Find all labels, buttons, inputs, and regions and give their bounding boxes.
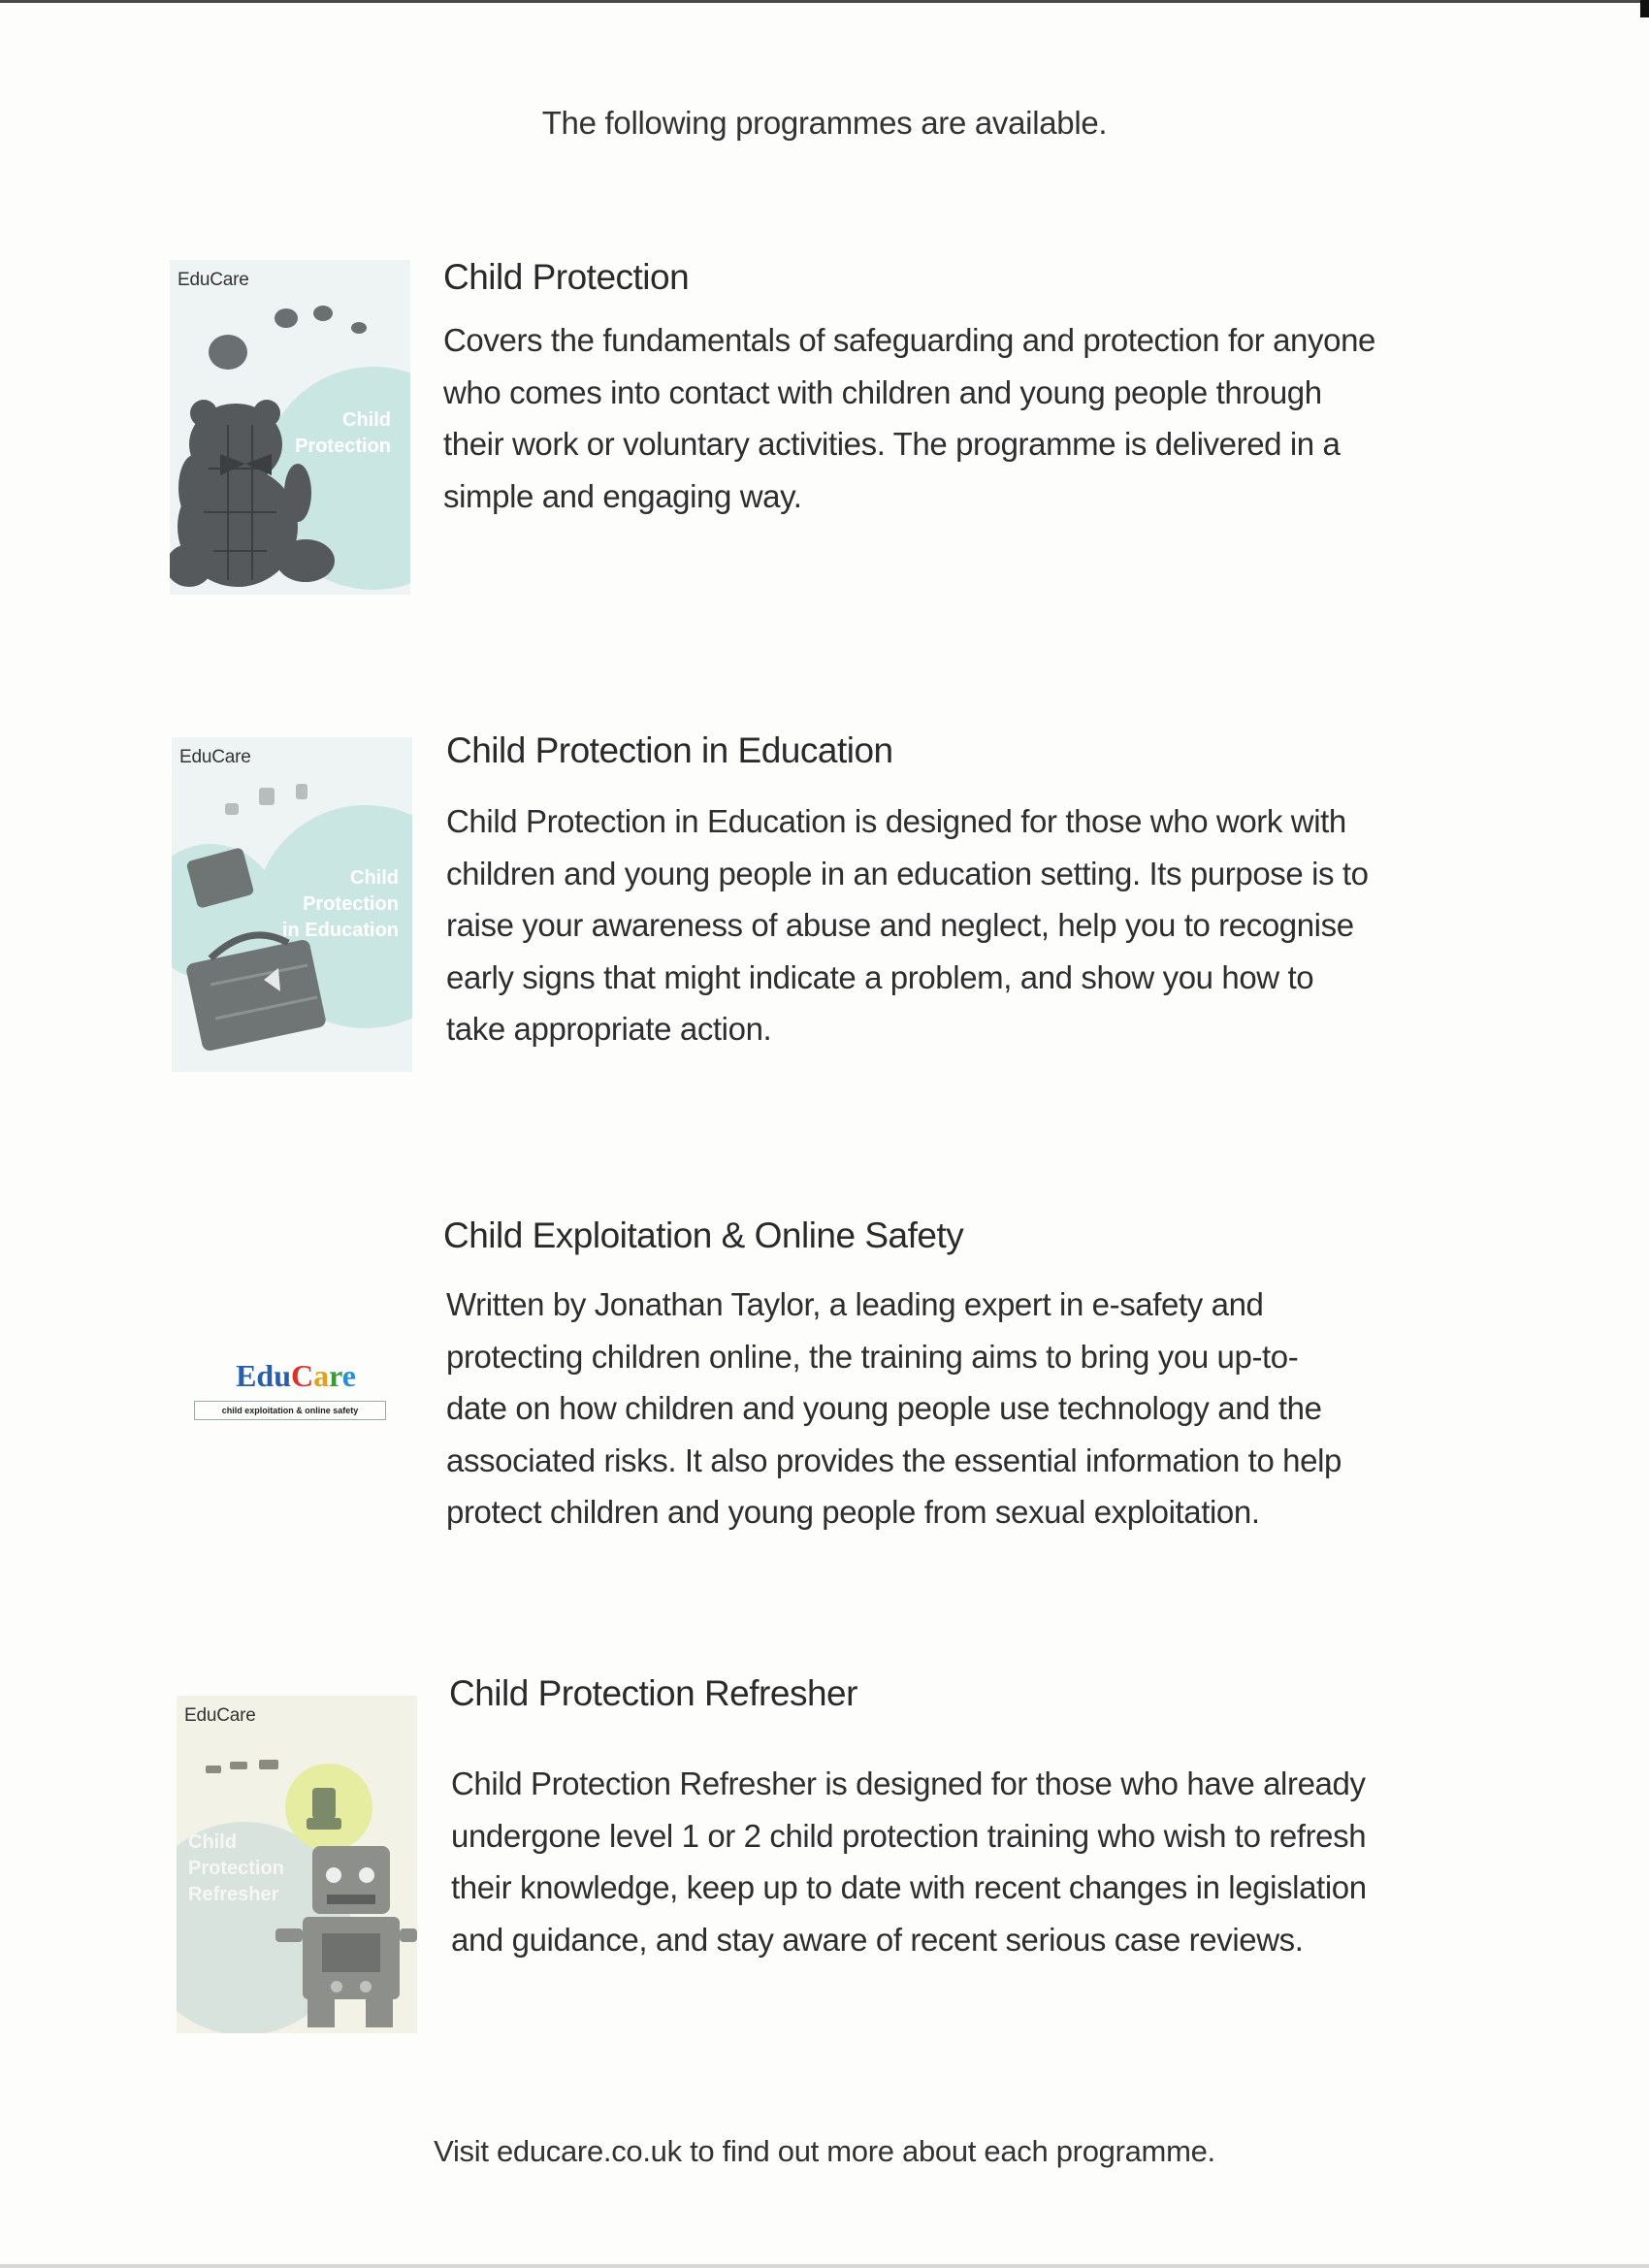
educare-logo (194, 1358, 398, 1422)
programme-title: Child Exploitation & Online Safety (443, 1215, 964, 1255)
logo-letter: e (341, 1358, 356, 1393)
cover-title (295, 407, 391, 460)
cover-brand: EduCare (179, 747, 251, 767)
description-line: who comes into contact with children and young people through (443, 373, 1322, 410)
cover-title-line: Protection (303, 893, 399, 915)
programme-description (451, 1758, 1367, 1965)
description-line: and guidance, and stay aware of recent serious case reviews. (451, 1921, 1304, 1958)
description-line: protect children and young people from sexual exploitation. (446, 1494, 1260, 1530)
intro-text: The following programmes are available. (541, 105, 1108, 141)
scan-edge-bottom (0, 2264, 1649, 2268)
description-line: Child Protection Refresher is designed for those who have already (451, 1766, 1366, 1801)
description-line: raise your awareness of abuse and neglect, help you to recognise (446, 907, 1354, 943)
scan-edge-right (1640, 0, 1649, 17)
description-line: their work or voluntary activities. The programme is delivered in a (443, 426, 1341, 462)
logo-letter: C (291, 1358, 314, 1393)
logo-letter: u (274, 1358, 291, 1393)
programme-cover (172, 737, 412, 1072)
cover-title-line: in Education (282, 920, 399, 941)
programme-description (446, 1279, 1342, 1539)
programme-cover (177, 1696, 417, 2033)
cover-title-line: Child (350, 867, 399, 889)
cover-title-line: Child (188, 1831, 237, 1853)
cover-title (188, 1830, 284, 1908)
programme-description (443, 314, 1375, 522)
description-line: undergone level 1 or 2 child protection training who wish to refresh (451, 1817, 1367, 1854)
cover-title (282, 865, 399, 944)
programme-description (446, 795, 1369, 1055)
logo-letter: a (313, 1358, 330, 1393)
logo-wordmark (194, 1358, 398, 1394)
cover-title-line: Protection (295, 436, 391, 457)
programme-title: Child Protection Refresher (449, 1673, 857, 1713)
logo-letter: E (236, 1358, 257, 1393)
cover-title-line: Protection (188, 1858, 284, 1879)
cover-brand: EduCare (178, 270, 249, 290)
description-line: Child Protection in Education is designed for those who work with (446, 803, 1346, 839)
description-line: simple and engaging way. (443, 477, 802, 514)
description-line: take appropriate action. (446, 1011, 772, 1047)
logo-tagline: child exploitation & online safety (194, 1401, 386, 1420)
description-line: early signs that might indicate a problem, and show you how to (446, 958, 1314, 995)
description-line: date on how children and young people use technology and the (446, 1390, 1322, 1426)
description-line: associated risks. It also provides the essential information to help (446, 1442, 1342, 1478)
scan-edge-top (0, 0, 1649, 3)
description-line: protecting children online, the training aims to bring you up-to- (446, 1338, 1299, 1375)
logo-letter: d (256, 1358, 275, 1393)
cover-title-line: Refresher (188, 1884, 279, 1905)
programme-cover (170, 260, 410, 595)
cover-brand: EduCare (184, 1705, 256, 1726)
description-line: Written by Jonathan Taylor, a leading expert in e-safety and (446, 1286, 1264, 1322)
description-line: children and young people in an education setting. Its purpose is to (446, 855, 1369, 891)
description-line: their knowledge, keep up to date with recent changes in legislation (451, 1869, 1367, 1905)
cover-title-line: Child (342, 409, 391, 431)
logo-letter: r (329, 1358, 342, 1393)
programme-title: Child Protection (443, 257, 690, 297)
footer-text: Visit educare.co.uk to find out more about each programme. (434, 2134, 1215, 2168)
description-line: Covers the fundamentals of safeguarding and protection for anyone (443, 322, 1375, 358)
programme-title: Child Protection in Education (446, 730, 893, 770)
